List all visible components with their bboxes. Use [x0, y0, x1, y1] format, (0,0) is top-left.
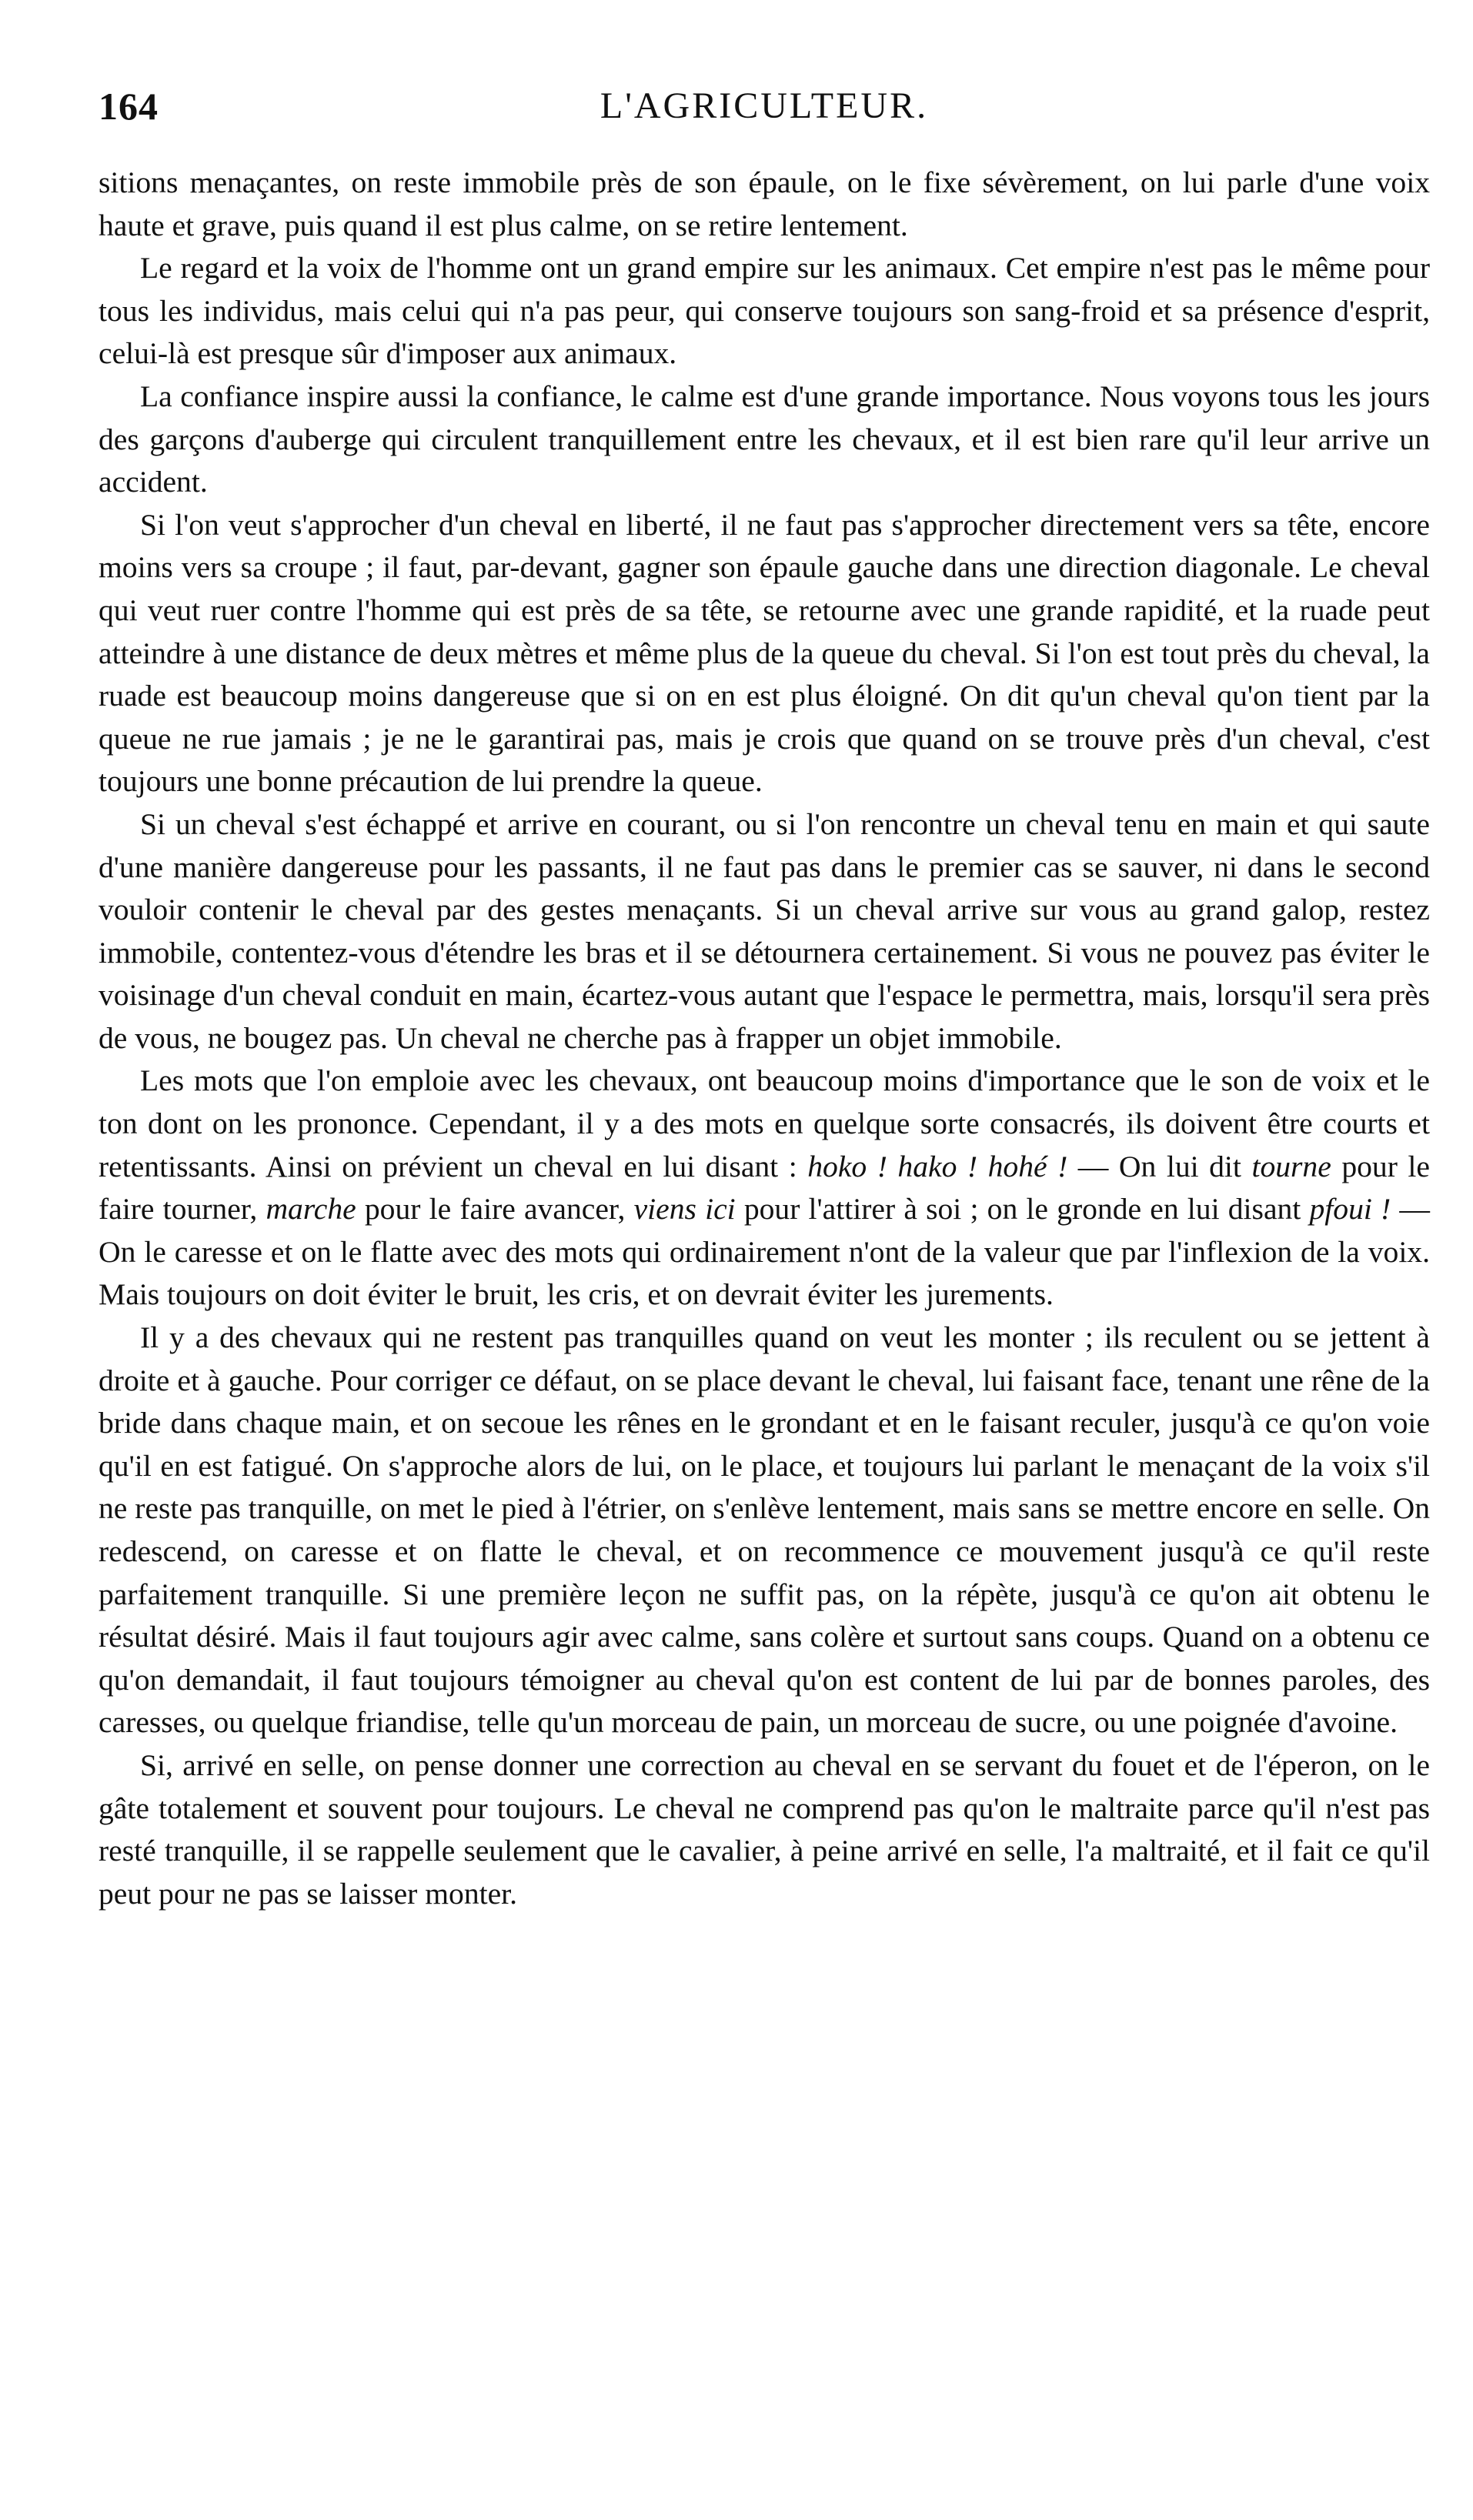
paragraph-approche-cheval: Si l'on veut s'approcher d'un cheval en liberté, il ne faut pas s'approcher directement vers sa tête, encore moins vers sa croupe ; il faut, par-devant, gagner son épaule gauche dans une direction diagonale. Le cheval qui veut ruer contre l'homme qui est près de sa tête, se retourne avec une grande rapidité, et la ruade peut atteindre à une distance de deux mètres et même plus de la queue du cheval. Si l'on est tout près du cheval, la ruade est beaucoup moins dangereuse que si on en est plus éloigné. On dit qu'un cheval qu'on tient par la queue ne rue jamais ; je ne le garantirai pas, mais je crois que quand on se trouve près d'un cheval, c'est toujours une bonne précaution de lui prendre la queue.	[99, 507, 1430, 799]
running-head	[99, 83, 1430, 137]
text-run: pour le faire avancer,	[356, 1192, 634, 1227]
italic-word-marche: marche	[266, 1192, 356, 1227]
text-run: — On lui dit	[1067, 1149, 1252, 1183]
journal-title: L'AGRICULTEUR.	[600, 85, 929, 126]
paragraph-correction-en-selle: Si, arrivé en selle, on pense donner une correction au cheval en se servant du fouet et de l'éperon, on le gâte totalement et souvent pour toujours. Le cheval ne comprend pas qu'on le maltraite parce qu'il n'est pas resté tranquille, il se rappelle seulement que le cavalier, à peine arrivé en selle, l'a maltraité, et il fait ce qu'il peut pour ne pas se laisser monter.	[99, 1747, 1430, 1911]
italic-call-words: hoko ! hako ! hohé !	[807, 1149, 1068, 1183]
paragraph-confiance: La confiance inspire aussi la confiance, le calme est d'une grande importance. Nous voyons tous les jours des garçons d'auberge qui circulent tranquillement entre les chevaux, et il est bien rare qu'il leur arrive un accident.	[99, 379, 1430, 499]
italic-word-viens-ici: viens ici	[633, 1192, 736, 1227]
text-run: — On le caresse et on le flatte avec des mots qui ordinairement n'ont de la valeur que par l'inflexion de la voix. Mais toujours on doit éviter le bruit, les cris, et on devrait éviter les jurements.	[99, 1192, 1430, 1312]
paragraph-chevaux-agites: Il y a des chevaux qui ne restent pas tranquilles quand on veut les monter ; ils reculent ou se jettent à droite et à gauche. Pour corriger ce défaut, on se place devant le cheval, lui faisant face, tenant une rêne de la bride dans chaque main, et on secoue les rênes en le grondant et en le faisant reculer, jusqu'à ce qu'on voie qu'il en est fatigué. On s'approche alors de lui, on le place, et toujours lui parlant le menaçant de la voix s'il ne reste pas tranquille, on met le pied à l'étrier, on s'enlève lentement, mais sans se mettre encore en selle. On redescend, on caresse et on flatte le cheval, et on recommence ce mouvement jusqu'à ce qu'il reste parfaitement tranquille. Si une première leçon ne suffit pas, on la répète, jusqu'à ce qu'on ait obtenu le résultat désiré. Mais il faut toujours agir avec calme, sans colère et surtout sans coups. Quand on a obtenu ce qu'on demandait, il faut toujours témoigner au cheval qu'on est content de lui par de bonnes paroles, des caresses, ou quelque friandise, telle qu'un morceau de pain, un morceau de sucre, ou une poignée d'avoine.	[99, 1320, 1430, 1740]
paragraph-regard-et-voix: Le regard et la voix de l'homme ont un grand empire sur les animaux. Cet empire n'est pas le même pour tous les individus, mais celui qui n'a pas peur, qui conserve toujours son sang-froid et sa présence d'esprit, celui-là est presque sûr d'imposer aux animaux.	[99, 251, 1430, 371]
text-run: pour l'attirer à soi ; on le gronde en lui disant	[735, 1192, 1310, 1227]
paragraph-mots-aux-chevaux	[99, 1060, 1430, 1317]
text-run: Les mots que l'on emploie avec les chevaux, ont beaucoup moins d'importance que le son de voix et le ton dont on les prononce. Cependant, il y a des mots en quelque sorte consacrés, ils doivent être courts et retentissants. Ainsi on prévient un cheval en lui disant :	[99, 1063, 1430, 1183]
italic-word-pfoui: pfoui !	[1309, 1192, 1391, 1227]
body-text	[99, 162, 1430, 1915]
paragraph-continued: sitions menaçantes, on reste immobile près de son épaule, on le fixe sévèrement, on lui parle d'une voix haute et grave, puis quand il est plus calme, on se retire lentement.	[99, 165, 1430, 242]
page-number: 164	[99, 85, 159, 128]
italic-word-tourne: tourne	[1251, 1149, 1331, 1183]
paragraph-cheval-echappe: Si un cheval s'est échappé et arrive en courant, ou si l'on rencontre un cheval tenu en main et qui saute d'une manière dangereuse pour les passants, il ne faut pas dans le premier cas se sauver, ni dans le second vouloir contenir le cheval par des gestes menaçants. Si un cheval arrive sur vous au grand galop, restez immobile, contentez-vous d'étendre les bras et il se détournera certainement. Si vous ne pouvez pas éviter le voisinage d'un cheval conduit en main, écartez-vous autant que l'espace le permettra, mais, lorsqu'il sera près de vous, ne bougez pas. Un cheval ne cherche pas à frapper un objet immobile.	[99, 806, 1430, 1055]
text-run: pour le faire tourner,	[99, 1149, 1430, 1227]
